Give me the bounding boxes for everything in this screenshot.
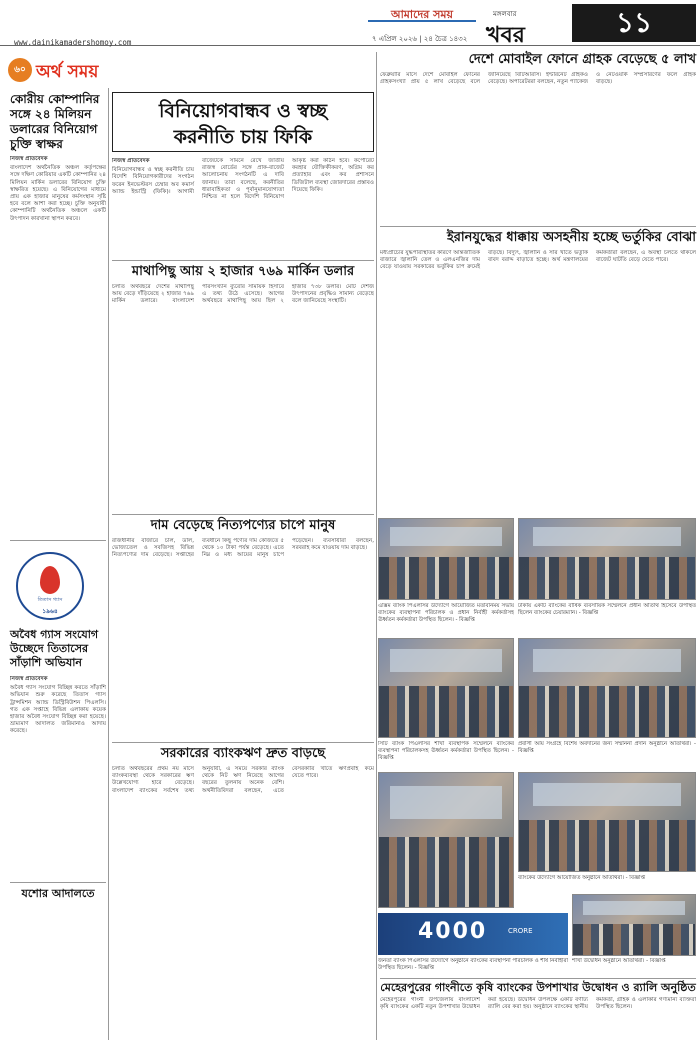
photo-exim-meeting[interactable] — [378, 518, 514, 600]
photo-caption-4: জনতা ব্যাংক পিএলসির উদ্যোগে অনুষ্ঠানে ব্যাংকের ব্যবস্থাপনা পরিচালক ও শীর্ষ নির্বাহীরা উপস্থিত ছিলেন। - বিজ্ঞপ্তি — [378, 958, 568, 971]
banner-unit: CRORE — [508, 927, 533, 935]
divider — [112, 742, 374, 743]
lead-body: বিনিয়োগবান্ধব ও স্বচ্ছ করনীতি চায় বিদেশি বিনিয়োগকারীদের সংগঠন ফরেন ইনভেস্টরস চেম্বার অব কমার্স অ্যান্ড ইন্ডাস্ট্রি (ফিকি)। আগামী বাজেটকে সামনে রেখে জাতীয় রাজস্ব বোর্ডের সঙ্গে প্রাক-বাজেট আলোচনায় সংগঠনটি এ দাবি জানায়। তারা বলেছে, করনীতির ধারাবাহিকতা ও পূর্বানুমানযোগ্যতা নিশ্চিত না হলে বিদেশি বিনিয়োগ আকৃষ্ট করা কঠিন হবে। কর্পোরেট করহার যৌক্তিকীকরণ, অগ্রিম কর প্রত্যাহার এবং কর প্রশাসনে ডিজিটাল ব্যবস্থা জোরদারের প্রস্তাবও দিয়েছে ফিকি। — [112, 158, 374, 201]
lead-headline-box[interactable] — [112, 92, 374, 152]
dateline: ৭ এপ্রিল ২০২৬ | ২৪ চৈত্র ১৪৩২ — [372, 35, 468, 43]
gas-headline[interactable]: অবৈধ গ্যাস সংযোগ উচ্ছেদে তিতাসের সাঁড়াশি অভিযান — [10, 628, 99, 669]
photo-janata-event[interactable] — [378, 772, 514, 908]
anniversary-badge: ৬০ — [8, 58, 32, 82]
korea-body: বাংলাদেশ অর্থনৈতিক অঞ্চল কর্তৃপক্ষের সঙ্গে দক্ষিণ কোরিয়ার একটি কোম্পানির ২৪ মিলিয়ন মার্কিন ডলারের বিনিয়োগ চুক্তি স্বাক্ষরিত হয়েছে। এ বিনিয়োগের মাধ্যমে প্রায় এক হাজার মানুষের কর্মসংস্থান সৃষ্টি হবে বলে আশা করা হচ্ছে। চুক্তি অনুযায়ী কোম্পানিটি অর্থনৈতিক অঞ্চলে একটি উৎপাদন কারখানা স্থাপন করবে। — [10, 165, 106, 222]
photo-caption-6: ব্যাংকের উদ্যোগে আয়োজিত অনুষ্ঠানে অতিথিরা। - বিজ্ঞপ্তি — [518, 875, 645, 881]
logo-year: ১৯৬৪ — [42, 608, 58, 615]
prices-article — [112, 538, 374, 738]
divider — [380, 226, 696, 227]
lead-byline: নিজস্ব প্রতিবেদক — [112, 158, 150, 164]
photo-caption-3: সিটি ব্যাংক পিএলসির শাখা ব্যবস্থাপক সম্মেলনে ব্যাংকের ব্যবস্থাপনা পরিচালকসহ ঊর্ধ্বতন কর্মকর্তারা উপস্থিত ছিলেন। - বিজ্ঞপ্তি — [378, 741, 514, 761]
banner-figure: 4000 — [418, 919, 488, 944]
section-logo-word: অর্থ সময় — [36, 62, 99, 82]
korea-article — [10, 156, 106, 486]
income-headline[interactable]: মাথাপিছু আয় ২ হাজার ৭৬৯ মার্কিন ডলার — [131, 264, 355, 279]
flame-icon — [40, 566, 60, 594]
govt-bank-article — [112, 766, 374, 1040]
logo-text: তিতাস গ্যাস — [37, 597, 63, 603]
divider — [10, 540, 106, 541]
meherpur-body: মেহেরপুরের গাংনী উপজেলায় বাংলাদেশ কৃষি ব্যাংকের একটি নতুন উপশাখার উদ্বোধন করা হয়েছে। উদ্বোধন উপলক্ষে একটি বর্ণাঢ্য র‍্যালি বের করা হয়। অনুষ্ঠানে ব্যাংকের স্থানীয় কর্মকর্তা, গ্রাহক ও এলাকার গণ্যমান্য ব্যক্তিরা উপস্থিত ছিলেন। — [380, 997, 696, 1011]
paper-logo[interactable]: আমাদের সময় — [368, 6, 476, 22]
photo-remittance-award[interactable] — [518, 638, 696, 738]
section-title: খবর — [486, 23, 525, 48]
prices-body: রাজধানীর বাজারে চাল, ডাল, ভোজ্যতেল ও সবজিসহ বিভিন্ন নিত্যপণ্যের দাম বেড়েছে। সপ্তাহের ব্যবধানে কিছু পণ্যের দাম কেজিতে ৫ থেকে ১০ টাকা পর্যন্ত বেড়েছে। এতে নিম্ন ও মধ্য আয়ের মানুষ চাপে পড়েছেন। ব্যবসায়ীরা বলছেন, সরবরাহ কমে যাওয়ায় দাম বাড়ছে। — [112, 538, 374, 559]
lead-article — [112, 158, 374, 256]
divider — [112, 260, 374, 261]
meherpur-article — [380, 997, 696, 1043]
page-number: ১১ — [572, 4, 696, 42]
titas-gas-logo — [16, 552, 84, 620]
govt-bank-headline[interactable]: সরকারের ব্যাংকঋণ দ্রুত বাড়ছে — [160, 746, 326, 761]
masthead — [0, 0, 700, 46]
gas-article — [10, 676, 106, 876]
govt-bank-body: চলতি অর্থবছরের প্রথম নয় মাসে ব্যাংকব্যবস্থা থেকে সরকারের ঋণ উল্লেখযোগ্য হারে বেড়েছে। বাংলাদেশ ব্যাংকের সর্বশেষ তথ্য অনুযায়ী, এ সময়ে সরকার ব্যাংক থেকে নিট ঋণ নিয়েছে আগের বছরের তুলনায় অনেক বেশি। অর্থনীতিবিদরা বলছেন, এতে বেসরকারি খাতে ঋণপ্রবাহ কমে যেতে পারে। — [112, 766, 374, 794]
weekday: মঙ্গলবার — [493, 10, 517, 18]
meherpur-headline[interactable]: মেহেরপুরের গাংনীতে কৃষি ব্যাংকের উপশাখার উদ্বোধন ও র‍্যালি অনুষ্ঠিত — [380, 981, 696, 994]
mobile-headline[interactable]: দেশে মোবাইল ফোনে গ্রাহক বেড়েছে ৫ লাখ — [468, 52, 696, 67]
photo-caption-7: শাখা উদ্বোধন অনুষ্ঠানে অতিথিরা। - বিজ্ঞপ্তি — [572, 958, 666, 964]
photo-city-bank[interactable] — [378, 638, 514, 738]
korea-byline: নিজস্ব প্রতিবেদক — [10, 156, 48, 162]
lead-headline-line2: করনীতি চায় ফিকি — [173, 126, 313, 148]
photo-branch-opening[interactable] — [572, 894, 696, 956]
gas-body: অবৈধ গ্যাস সংযোগ বিচ্ছিন্ন করতে সাঁড়াশি অভিযান শুরু করেছে তিতাস গ্যাস ট্রান্সমিশন অ্যান্ড ডিস্ট্রিবিউশন পিএলসি। গত এক সপ্তাহে বিভিন্ন এলাকায় কয়েক হাজার অবৈধ সংযোগ বিচ্ছিন্ন করা হয়েছে। ভ্রাম্যমাণ আদালত জরিমানাও আদায় করেছে। — [10, 685, 106, 735]
gas-byline: নিজস্ব প্রতিবেদক — [10, 676, 48, 682]
korea-headline[interactable]: কোরীয় কোম্পানির সঙ্গে ২৪ মিলিয়ন ডলারের বিনিয়োগ চুক্তি স্বাক্ষর — [10, 92, 100, 151]
photo-bank-conference[interactable] — [518, 518, 696, 600]
mobile-article — [380, 72, 696, 222]
website-url[interactable]: www.dainikamadershomoy.com — [14, 38, 132, 47]
column-rule — [108, 88, 109, 1040]
photo-caption-2: ঢাকায় একটি ব্যাংকের বার্ষিক ব্যবসায়িক সম্মেলনে প্রধান অতিথি হিসেবে উপস্থিত ছিলেন ব্যাংকের চেয়ারম্যান। - বিজ্ঞপ্তি — [518, 603, 696, 616]
jessore-headline[interactable]: যশোর আদালতে — [21, 887, 95, 900]
photo-bank-event[interactable] — [518, 772, 696, 872]
income-body: চলতি অর্থবছরে দেশের মাথাপিছু আয় বেড়ে দাঁড়িয়েছে ২ হাজার ৭৬৯ মার্কিন ডলারে। বাংলাদেশ পরিসংখ্যান ব্যুরোর সাময়িক হিসাবে এ তথ্য উঠে এসেছে। আগের অর্থবছরে মাথাপিছু আয় ছিল ২ হাজার ৭৩৮ ডলার। মোট দেশজ উৎপাদনের প্রবৃদ্ধিও সামান্য বেড়েছে বলে জানিয়েছে সংস্থাটি। — [112, 284, 374, 305]
section-logo — [8, 58, 128, 82]
divider — [10, 882, 106, 883]
mobile-body: ফেব্রুয়ারি মাসে দেশে মোবাইল ফোনের গ্রাহকসংখ্যা প্রায় ৫ লাখ বেড়েছে বলে জানিয়েছে বিটিআরসি। ইন্টারনেট গ্রাহকও বেড়েছে। অপারেটররা বলছেন, নতুন প্যাকেজ ও নেটওয়ার্ক সম্প্রসারণের ফলে গ্রাহক বাড়ছে। — [380, 72, 696, 86]
column-rule — [376, 52, 377, 1040]
divider — [380, 978, 696, 979]
photo-caption-5: প্রবাসী আয় সংগ্রহে বিশেষ অবদানের জন্য সম্মাননা প্রদান অনুষ্ঠানে অতিথিরা। - বিজ্ঞপ্তি — [518, 741, 696, 754]
iran-article — [380, 250, 696, 512]
janata-bank-banner — [378, 913, 568, 955]
iran-body: মধ্যপ্রাচ্যের যুদ্ধপরিস্থিতির কারণে আন্তর্জাতিক বাজারে জ্বালানি তেল ও এলএনজির দাম বেড়ে যাওয়ায় সরকারের ভর্তুকির চাপ ক্রমেই বাড়ছে। বিদ্যুৎ, জ্বালানি ও সার খাতে ভর্তুকি বাবদ বরাদ্দ বাড়াতে হচ্ছে। অর্থ মন্ত্রণালয়ের কর্মকর্তারা বলছেন, এ অবস্থা চলতে থাকলে বাজেট ঘাটতি বেড়ে যেতে পারে। — [380, 250, 696, 271]
divider — [112, 514, 374, 515]
income-article — [112, 284, 374, 510]
iran-headline[interactable]: ইরানযুদ্ধের ধাক্কায় অসহনীয় হচ্ছে ভর্তুকির বোঝা — [447, 230, 696, 245]
photo-caption-1: এক্সিম ব্যাংক পিএলসির উদ্যোগে আয়োজিত মতবিনিময় সভায় ব্যাংকের ব্যবস্থাপনা পরিচালক ও প্রধান নির্বাহী কর্মকর্তাসহ ঊর্ধ্বতন কর্মকর্তারা উপস্থিত ছিলেন। - বিজ্ঞপ্তি — [378, 603, 514, 623]
lead-headline-line1: বিনিয়োগবান্ধব ও স্বচ্ছ — [158, 100, 328, 122]
prices-headline[interactable]: দাম বেড়েছে নিত্যপণ্যের চাপে মানুষ — [150, 518, 336, 533]
